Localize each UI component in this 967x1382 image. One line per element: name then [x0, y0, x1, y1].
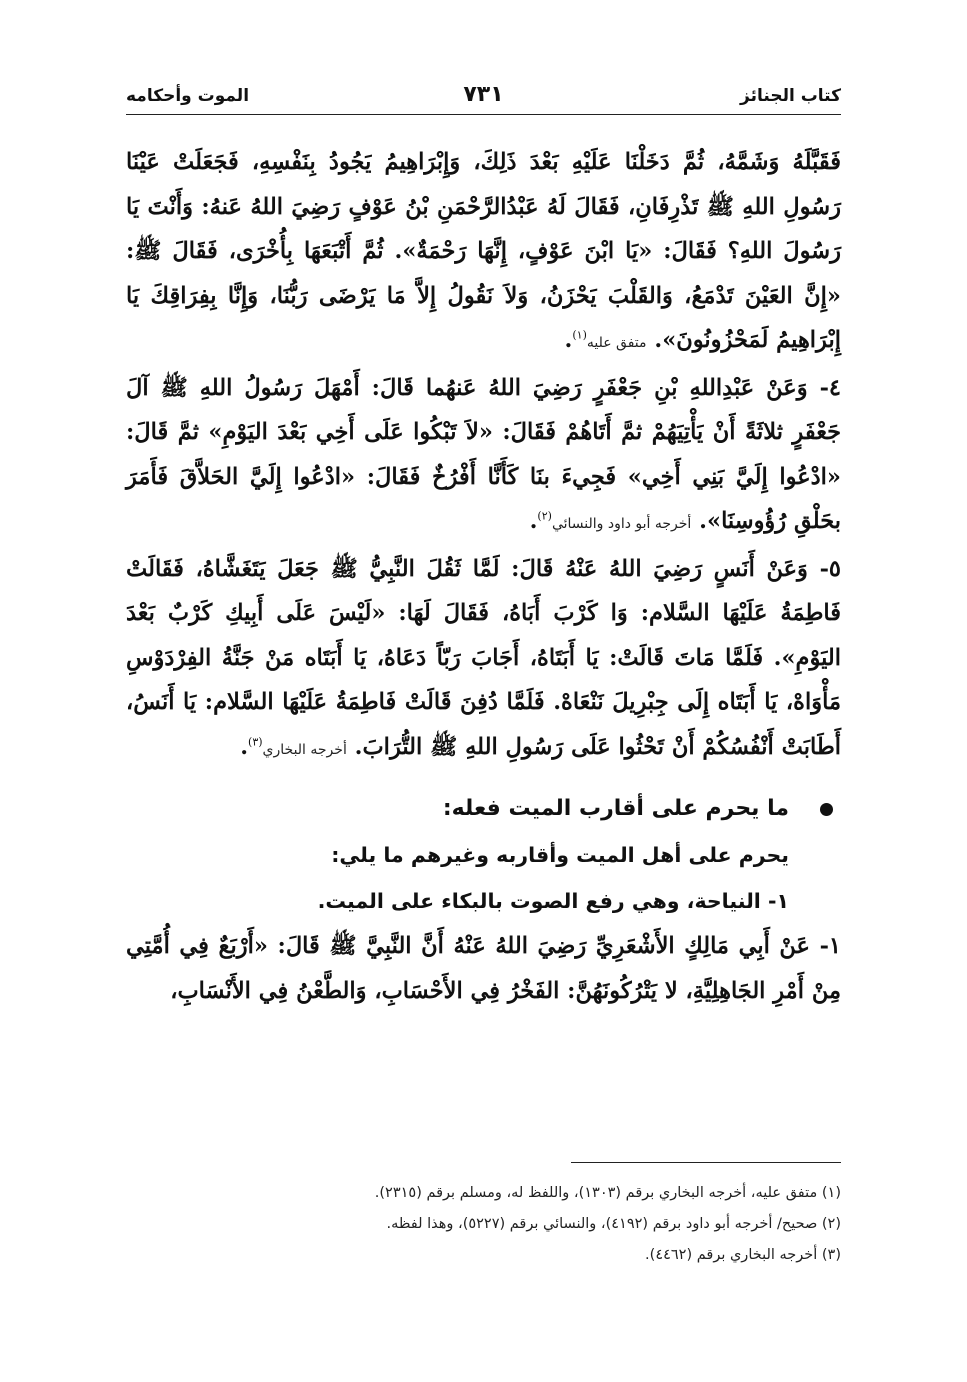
hadith-number: ٤-: [819, 374, 841, 401]
footnote-ref-2: (٢): [537, 509, 552, 523]
hadith-niyaha: [126, 924, 841, 1013]
hadith-text: وَعَنْ عَبْدِاللهِ بْنِ جَعْفَرٍ رَضِيَ اللهُ عَنهُما قَالَ: أَمْهَلَ رَسُولُ اللهِ ﷺ آلَ جَعْفَرٍ ثلاثَةً أَنْ يَأْتِيَهُمْ ثمَّ أَتَاهُمْ فَقَالَ: «لاَ تَبْكُوا عَلَى أَخِي بَعْدَ اليَوْمِ» ثمَّ قَالَ: «ادْعُوا إِلَيَّ بَنِي أَخِي» فَجِيءَ بنَا كَأَنَّا أَفْرُخٌ فَقَالَ: «ادْعُوا إِلَيَّ الحَلاَّقَ فَأَمَرَ بحَلْقِ رُؤُوسِنَا».: [126, 374, 841, 534]
footnotes: [126, 1178, 841, 1271]
hadith-source: أخرجه أبو داود والنسائي: [551, 516, 692, 532]
hadith-text: وَعَنْ أَنَسٍ رَضِيَ اللهُ عَنْهُ قَالَ: لَمَّا ثَقُلَ النَّبِيُّ ﷺ جَعَلَ يَتَغَشَّاهُ، فَقَالَتْ فَاطِمَةُ عَلَيْهَا السَّلام: وَا كَرْبَ أَبَاهُ، فَقَالَ لَهَا: «لَيْسَ عَلَى أَبِيكِ كَرْبٌ بَعْدَ اليَوْمِ». فَلَمَّا مَاتَ قَالَتْ: يَا أَبَتَاهُ، أَجَابَ رَبّاً دَعَاهُ، يَا أَبَتَاه مَنْ جَنَّةُ الفِرْدَوْسِ مَأْوَاهْ، يَا أَبَتَاه إِلَى جِبْرِيلَ نَنْعَاهْ. فَلَمَّا دُفِنَ قَالَتْ فَاطِمَةُ عَلَيْهَا السَّلام: يَا أَنَسُ، أَطَابَتْ أَنْفُسُكُمْ أَنْ تَحْثُوا عَلَى رَسُولِ اللهِ ﷺ التُّرَابَ.: [126, 555, 841, 760]
hadith-3-continued: فَقَبَّلَهُ وَشَمَّهُ، ثُمَّ دَخَلْنَا عَلَيْهِ بَعْدَ ذَلِكَ، وَإِبْرَاهِيمُ يَجُودُ بِنَفْسِهِ، فَجَعَلَتْ عَيْنَا رَسُولِ اللهِ ﷺ تَذْرِفَانِ، فَقَالَ لَهُ عَبْدُالرَّحْمَنِ بْنُ عَوْفٍ رَضِيَ اللهُ عَنهُ: وَأَنْتَ يَا رَسُولَ اللهِ؟ فَقَالَ: «يَا ابْنَ عَوْفٍ، إِنَّهَا رَحْمَةٌ». ثُمَّ أَتْبَعَهَا بِأُخْرَى، فَقَالَ ﷺ: «إِنَّ العَيْنَ تَدْمَعُ، وَالقَلْبَ يَحْزَنُ، وَلاَ نَقُولُ إِلاَّ مَا يَرْضَى رَبُّنَا، وَإِنَّا بِفِرَاقِكَ يَا إِبْرَاهِيمُ لَمَحْزُونُونَ». متفق عليه$^{(١)}$.: [126, 149, 841, 353]
section-item-1: ١- النياحة، وهي رفع الصوت بالبكاء على الميت.: [317, 889, 789, 913]
hadith-number: ١-: [819, 933, 841, 959]
page-number: ٧٣١: [463, 82, 504, 107]
footnote-divider: [571, 1162, 841, 1163]
page-body: [126, 140, 841, 1013]
bullet-icon: [820, 803, 833, 816]
hadith-text: عَنْ أَبِي مَالِكٍ الأَشْعَرِيِّ رَضِيَ اللهُ عَنْهُ أَنَّ النَّبِيَّ ﷺ قَالَ: «أَرْبَعٌ فِي أُمَّتِي مِنْ أَمْرِ الجَاهِلِيَّةِ، لا يَتْرُكُونَهُنَّ: الفَخْرُ فِي الأَحْسَابِ، وَالطَّعْنُ فِي الأَنْسَابِ،: [126, 933, 841, 1004]
page-header: [126, 84, 841, 115]
hadith-4: ٤- وَعَنْ عَبْدِاللهِ بْنِ جَعْفَرٍ رَضِيَ اللهُ عَنهُما قَالَ: أَمْهَلَ رَسُولُ اللهِ ﷺ آلَ جَعْفَرٍ ثلاثَةً أَنْ يَأْتِيَهُمْ ثمَّ أَتَاهُمْ فَقَالَ: «لاَ تَبْكُوا عَلَى أَخِي بَعْدَ اليَوْمِ» ثمَّ قَالَ: «ادْعُوا إِلَيَّ بَنِي أَخِي» فَجِيءَ بنَا كَأَنَّا أَفْرُخٌ فَقَالَ: «ادْعُوا إِلَيَّ الحَلاَّقَ فَأَمَرَ بحَلْقِ رُؤُوسِنَا». أخرجه أبو داود والنسائي$^{(٢)}$.: [126, 374, 841, 534]
hadith-source: أخرجه البخاري: [262, 741, 347, 758]
footnote-ref-1: (١): [572, 328, 587, 342]
chapter-title: الموت وأحكامه: [126, 86, 250, 106]
footnote-2: (٢) صحيح/ أخرجه أبو داود برقم (٤١٩٢)، والنسائي برقم (٥٢٢٧)، وهذا لفظه.: [386, 1216, 841, 1232]
hadith-5: ٥- وَعَنْ أَنَسٍ رَضِيَ اللهُ عَنْهُ قَالَ: لَمَّا ثَقُلَ النَّبِيُّ ﷺ جَعَلَ يَتَغَشَّاهُ، فَقَالَتْ فَاطِمَةُ عَلَيْهَا السَّلام: وَا كَرْبَ أَبَاهُ، فَقَالَ لَهَا: «لَيْسَ عَلَى أَبِيكِ كَرْبٌ بَعْدَ اليَوْمِ». فَلَمَّا مَاتَ قَالَتْ: يَا أَبَتَاهُ، أَجَابَ رَبّاً دَعَاهُ، يَا أَبَتَاه مَنْ جَنَّةُ الفِرْدَوْسِ مَأْوَاهْ، يَا أَبَتَاه إِلَى جِبْرِيلَ نَنْعَاهْ. فَلَمَّا دُفِنَ قَالَتْ فَاطِمَةُ عَلَيْهَا السَّلام: يَا أَنَسُ، أَطَابَتْ أَنْفُسُكُمْ أَنْ تَحْثُوا عَلَى رَسُولِ اللهِ ﷺ التُّرَابَ. أخرجه البخاري$^{(٣)}$.: [126, 555, 841, 760]
hadith-number: ٥-: [819, 555, 841, 582]
hadith-source: متفق عليه: [586, 335, 647, 351]
hadith-text: فَقَبَّلَهُ وَشَمَّهُ، ثُمَّ دَخَلْنَا عَلَيْهِ بَعْدَ ذَلِكَ، وَإِبْرَاهِيمُ يَجُودُ بِنَفْسِهِ، فَجَعَلَتْ عَيْنَا رَسُولِ اللهِ ﷺ تَذْرِفَانِ، فَقَالَ لَهُ عَبْدُالرَّحْمَنِ بْنُ عَوْفٍ رَضِيَ اللهُ عَنهُ: وَأَنْتَ يَا رَسُولَ اللهِ؟ فَقَالَ: «يَا ابْنَ عَوْفٍ، إِنَّهَا رَحْمَةٌ». ثُمَّ أَتْبَعَهَا بِأُخْرَى، فَقَالَ ﷺ: «إِنَّ العَيْنَ تَدْمَعُ، وَالقَلْبَ يَحْزَنُ، وَلاَ نَقُولُ إِلاَّ مَا يَرْضَى رَبُّنَا، وَإِنَّا بِفِرَاقِكَ يَا إِبْرَاهِيمُ لَمَحْزُونُونَ».: [126, 149, 841, 353]
footnote-ref-3: (٣): [248, 735, 263, 748]
section-intro: يحرم على أهل الميت وأقاربه وغيرهم ما يلي:: [331, 843, 789, 867]
book-title: كتاب الجنائز: [740, 86, 841, 106]
section-title-text: ما يحرم على أقارب الميت فعله:: [442, 796, 789, 821]
footnote-1: (١) متفق عليه، أخرجه البخاري برقم (١٣٠٣)، واللفظ له، ومسلم برقم (٢٣١٥).: [374, 1185, 841, 1201]
footnote-3: (٣) أخرجه البخاري برقم (٤٤٦٢).: [645, 1247, 841, 1263]
section-heading: [126, 786, 841, 832]
